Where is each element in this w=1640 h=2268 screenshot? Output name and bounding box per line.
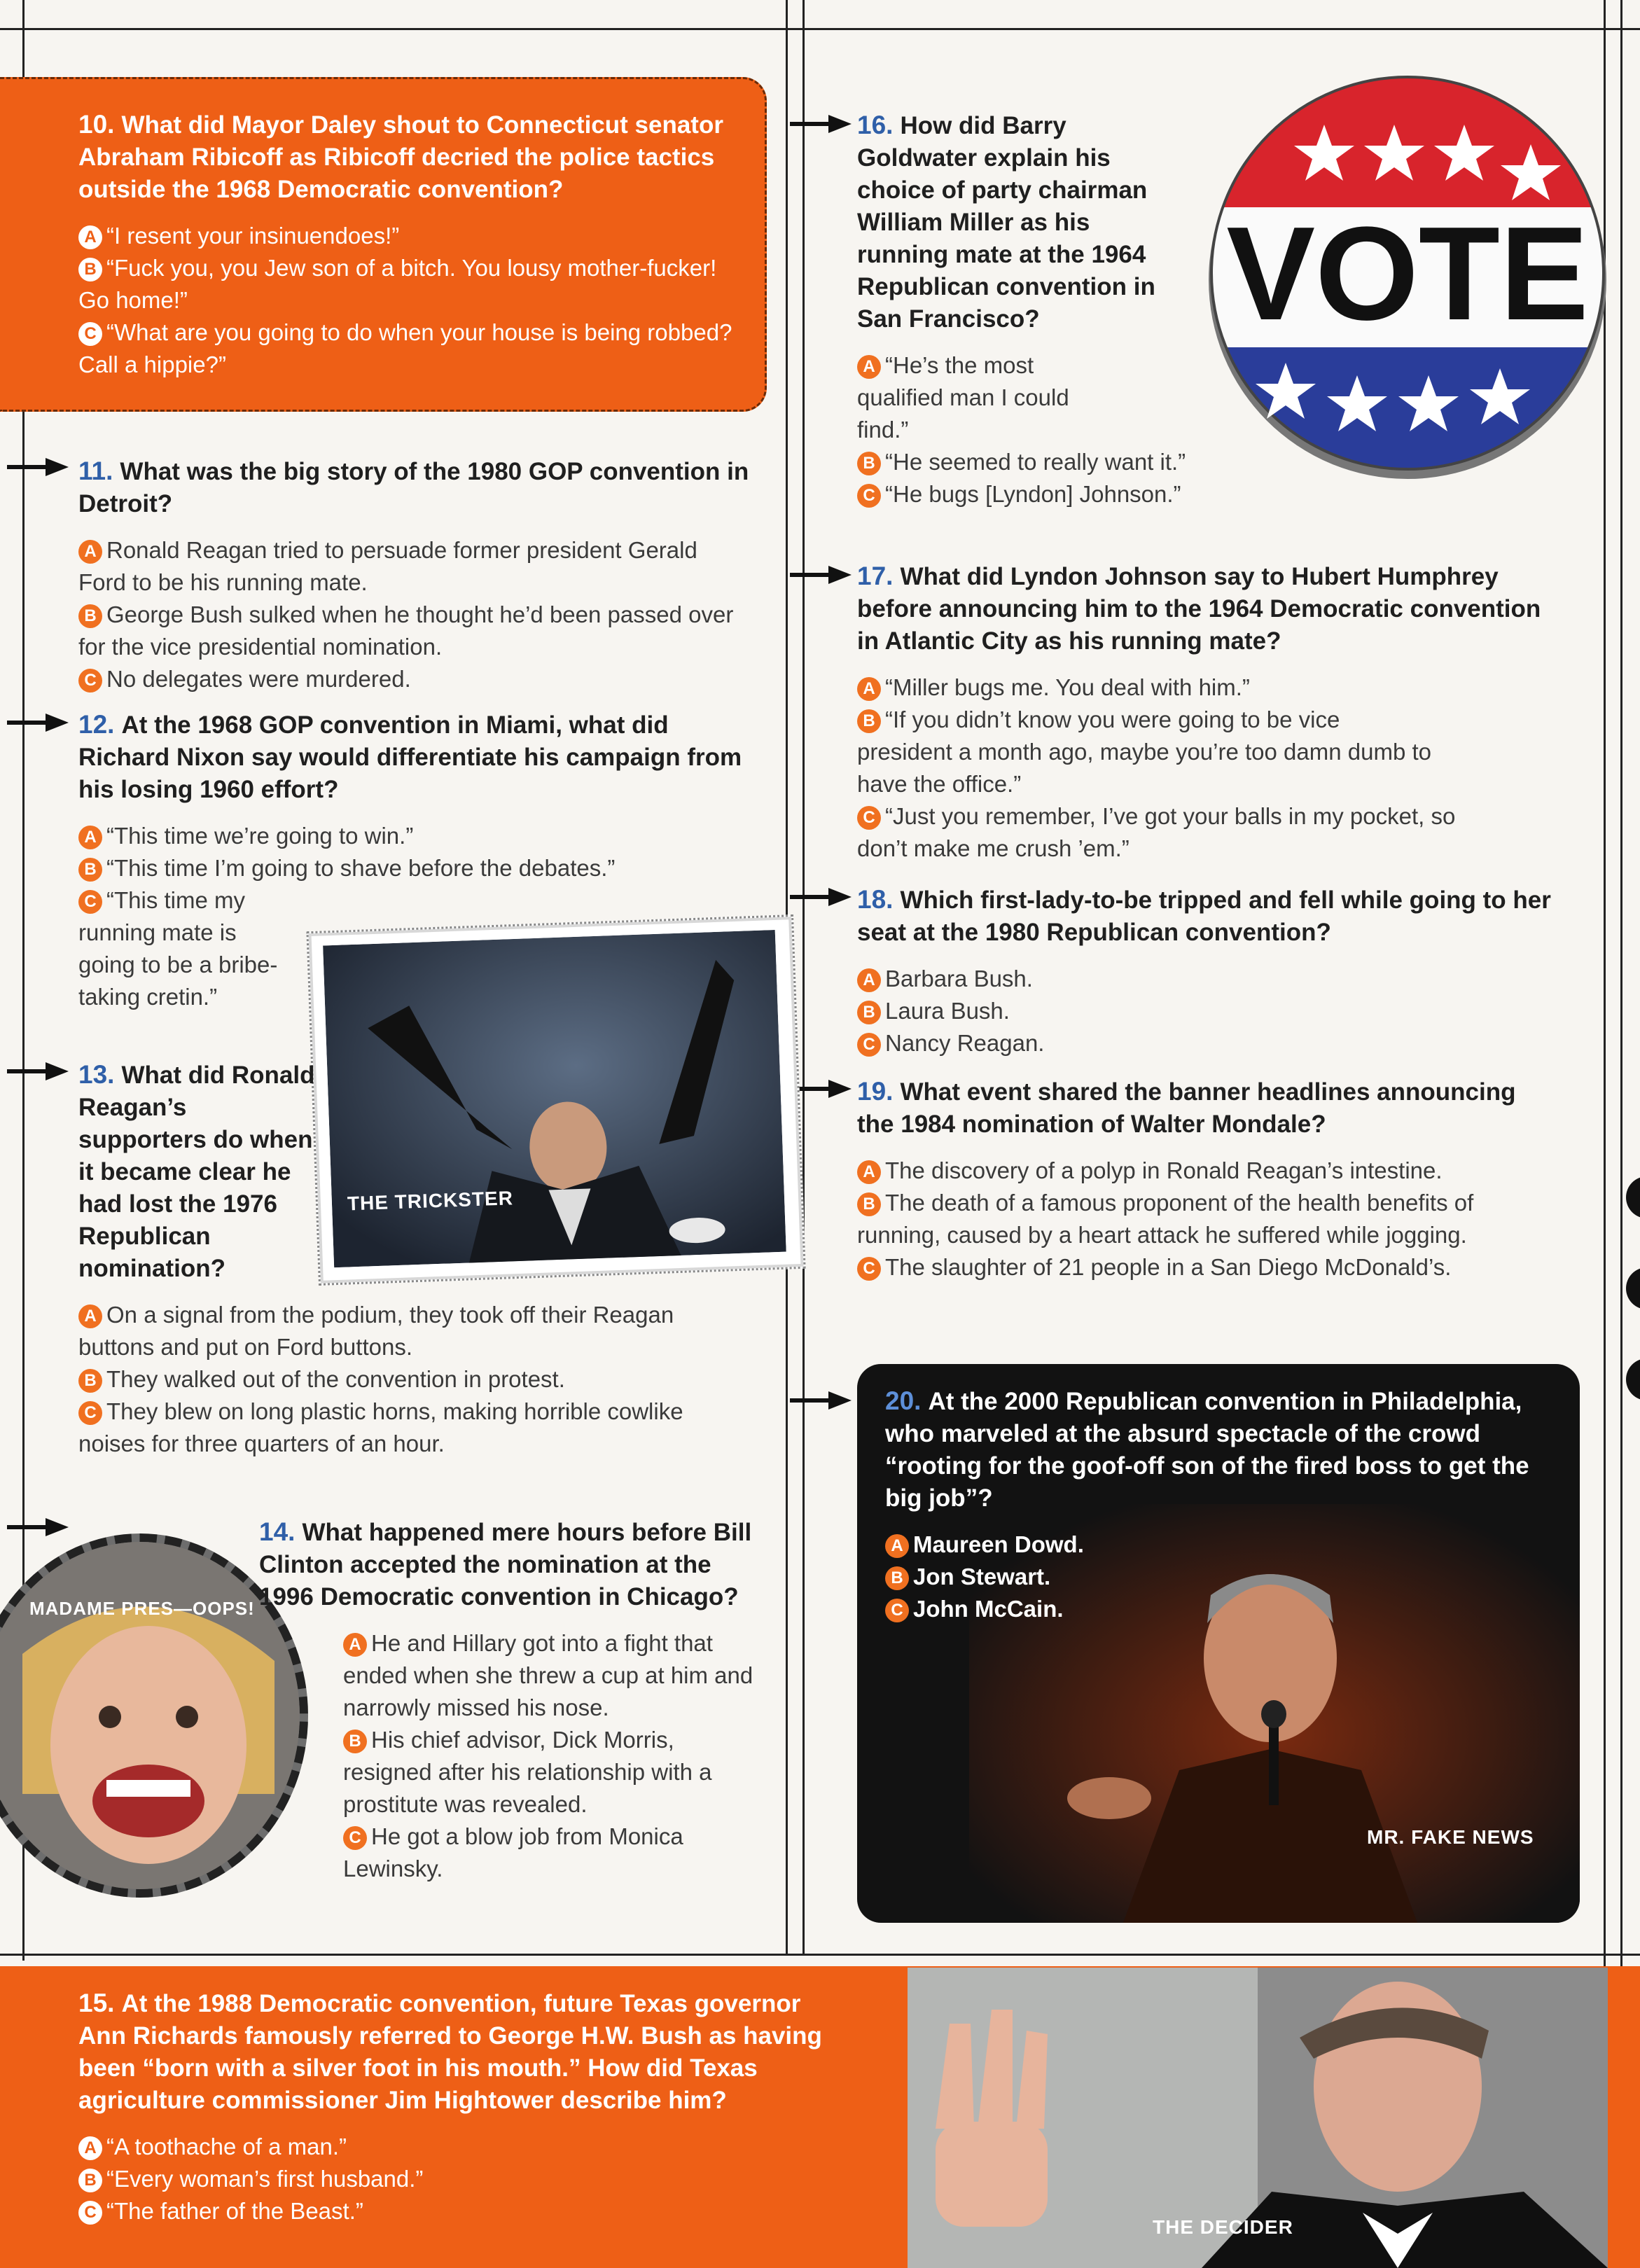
photo-caption: THE TRICKSTER bbox=[347, 1187, 514, 1215]
arrow-icon bbox=[7, 712, 70, 733]
answer-a: A He and Hillary got into a fight that ended when she threw a cup at him and narrowly missed his nose. bbox=[343, 1630, 753, 1720]
answer-a: A “A toothache of a man.” bbox=[78, 2131, 849, 2163]
answer-a: A Barbara Bush. bbox=[857, 963, 1564, 995]
answer-c: C Nancy Reagan. bbox=[857, 1027, 1564, 1059]
answer-b: B The death of a famous proponent of the health benefits of running, caused by a heart attack he suffered while jogging. bbox=[857, 1190, 1474, 1248]
answer-b: B “Every woman’s first husband.” bbox=[78, 2163, 849, 2195]
question-14-heading: 14. What happened mere hours before Bill Clinton accepted the nomination at the 1996 Democratic convention in Chicago? bbox=[259, 1517, 752, 1610]
question-19-answers bbox=[857, 1155, 1557, 1283]
question-13-heading: 13. What did Ronald Reagan’s supporters do when it became clear he had lost the 1976 Republican nomination? bbox=[78, 1060, 315, 1282]
bush-photo bbox=[908, 1968, 1608, 2268]
question-14 bbox=[259, 1516, 763, 1885]
question-20-answers bbox=[885, 1529, 1557, 1625]
answer-a: A “Miller bugs me. You deal with him.” bbox=[857, 672, 1564, 704]
vote-label: VOTE bbox=[1226, 200, 1589, 348]
answer-c: C “The father of the Beast.” bbox=[78, 2195, 849, 2227]
question-18-heading: 18. Which first-lady-to-be tripped and fell while going to her seat at the 1980 Republican convention? bbox=[857, 885, 1551, 946]
edge-dot bbox=[1626, 1267, 1640, 1309]
question-16-heading: 16. How did Barry Goldwater explain his choice of party chairman William Miller as his running mate at the 1964 Republican convention in San Francisco? bbox=[857, 111, 1155, 333]
answer-b: B Jon Stewart. bbox=[885, 1561, 1557, 1593]
answer-c: C “He bugs [Lyndon] Johnson.” bbox=[857, 478, 1599, 510]
question-20-heading: 20. At the 2000 Republican convention in Philadelphia, who marveled at the absurd spectacle of the crowd “rooting for the goof-off son of the fired boss to get the big job”? bbox=[885, 1386, 1529, 1512]
answer-a: A On a signal from the podium, they took off their Reagan buttons and put on Ford buttons. bbox=[78, 1302, 674, 1360]
arrow-icon bbox=[790, 564, 853, 585]
answer-a: A The discovery of a polyp in Ronald Reagan’s intestine. bbox=[857, 1155, 1557, 1187]
answer-a: A “I resent your insinuendoes!” bbox=[78, 220, 737, 252]
question-20-panel bbox=[857, 1364, 1580, 1923]
answer-a: A Maureen Dowd. bbox=[885, 1529, 1557, 1561]
answer-a: A “This time we’re going to win.” bbox=[78, 820, 751, 852]
arrow-icon bbox=[7, 1517, 70, 1538]
question-14-answers bbox=[259, 1627, 763, 1885]
answer-c: C “What are you going to do when your house is being robbed? Call a hippie?” bbox=[78, 319, 732, 377]
answer-c: C “This time my running mate is going to be a bribe-taking cretin.” bbox=[78, 887, 278, 1010]
answer-b: B “Fuck you, you Jew son of a bitch. You lousy mother-fucker! Go home!” bbox=[78, 255, 717, 313]
answer-c: C He got a blow job from Monica Lewinsky. bbox=[343, 1823, 683, 1881]
arrow-icon bbox=[7, 457, 70, 478]
question-13-answers bbox=[78, 1299, 751, 1460]
column-rule-right-2 bbox=[1620, 0, 1622, 2268]
question-17 bbox=[857, 560, 1564, 865]
question-16-answers bbox=[857, 349, 1599, 510]
column-rule-middle-2 bbox=[802, 0, 805, 1954]
arrow-icon bbox=[790, 886, 853, 907]
arrow-icon bbox=[7, 1061, 70, 1082]
answer-c: C John McCain. bbox=[885, 1593, 1557, 1625]
answer-c: C No delegates were murdered. bbox=[78, 663, 751, 695]
question-10-answers bbox=[78, 220, 737, 381]
answer-c: C The slaughter of 21 people in a San Diego McDonald’s. bbox=[857, 1251, 1557, 1283]
answer-b: B “If you didn’t know you were going to be vice president a month ago, maybe you’re too damn dumb to have the office.” bbox=[857, 707, 1431, 797]
arrow-icon bbox=[790, 113, 853, 134]
question-19-heading: 19. What event shared the banner headlines announcing the 1984 nomination of Walter Mondale? bbox=[857, 1077, 1516, 1138]
question-11-heading: 11. What was the big story of the 1980 GOP convention in Detroit? bbox=[78, 457, 749, 517]
question-19 bbox=[857, 1076, 1557, 1283]
answer-a: A Ronald Reagan tried to persuade former president Gerald Ford to be his running mate. bbox=[78, 537, 697, 595]
question-18 bbox=[857, 884, 1564, 1059]
photo-caption: THE DECIDER bbox=[1153, 2216, 1293, 2238]
question-13 bbox=[78, 1059, 751, 1460]
question-11 bbox=[78, 455, 751, 695]
arrow-icon bbox=[790, 1390, 853, 1411]
question-15-answers bbox=[78, 2131, 849, 2227]
question-15-heading: 15. At the 1988 Democratic convention, future Texas governor Ann Richards famously referred to George H.W. Bush as having been “born with a silver foot in his mouth.” How did Texas agriculture commissioner Jim Hightower describe him? bbox=[78, 1989, 822, 2114]
question-17-answers bbox=[857, 672, 1564, 865]
question-16 bbox=[857, 109, 1599, 510]
question-18-answers bbox=[857, 963, 1564, 1059]
answer-b: B “He seemed to really want it.” bbox=[857, 446, 1599, 478]
top-rule bbox=[0, 28, 1640, 30]
answer-b: B They walked out of the convention in protest. bbox=[78, 1363, 751, 1396]
answer-b: B George Bush sulked when he thought he’d been passed over for the vice presidential nomination. bbox=[78, 601, 734, 660]
photo-caption: MR. FAKE NEWS bbox=[1367, 1826, 1534, 1848]
answer-b: B “This time I’m going to shave before the debates.” bbox=[78, 852, 751, 884]
question-10-heading: 10. What did Mayor Daley shout to Connecticut senator Abraham Ribicoff as Ribicoff decried the police tactics outside the 1968 Democratic convention? bbox=[78, 110, 723, 203]
answer-b: B Laura Bush. bbox=[857, 995, 1564, 1027]
bottom-rule bbox=[0, 1954, 1640, 1956]
answer-c: C “Just you remember, I’ve got your balls in my pocket, so don’t make me crush ’em.” bbox=[857, 803, 1456, 861]
edge-dot bbox=[1626, 1358, 1640, 1400]
question-17-heading: 17. What did Lyndon Johnson say to Hubert Humphrey before announcing him to the 1964 Democratic convention in Atlantic City as his running mate? bbox=[857, 562, 1541, 655]
question-12-heading: 12. At the 1968 GOP convention in Miami, what did Richard Nixon say would differentiate his campaign from his losing 1960 effort? bbox=[78, 710, 742, 803]
answer-a: A “He’s the most qualified man I could find.” bbox=[857, 352, 1069, 443]
answer-b: B His chief advisor, Dick Morris, resigned after his relationship with a prostitute was revealed. bbox=[343, 1727, 712, 1817]
photo-caption: MADAME PRES—OOPS! bbox=[29, 1598, 255, 1619]
question-11-answers bbox=[78, 534, 751, 695]
answer-c: C They blew on long plastic horns, making horrible cowlike noises for three quarters of an hour. bbox=[78, 1398, 683, 1456]
question-10-box bbox=[0, 77, 767, 412]
edge-dot bbox=[1626, 1176, 1640, 1218]
